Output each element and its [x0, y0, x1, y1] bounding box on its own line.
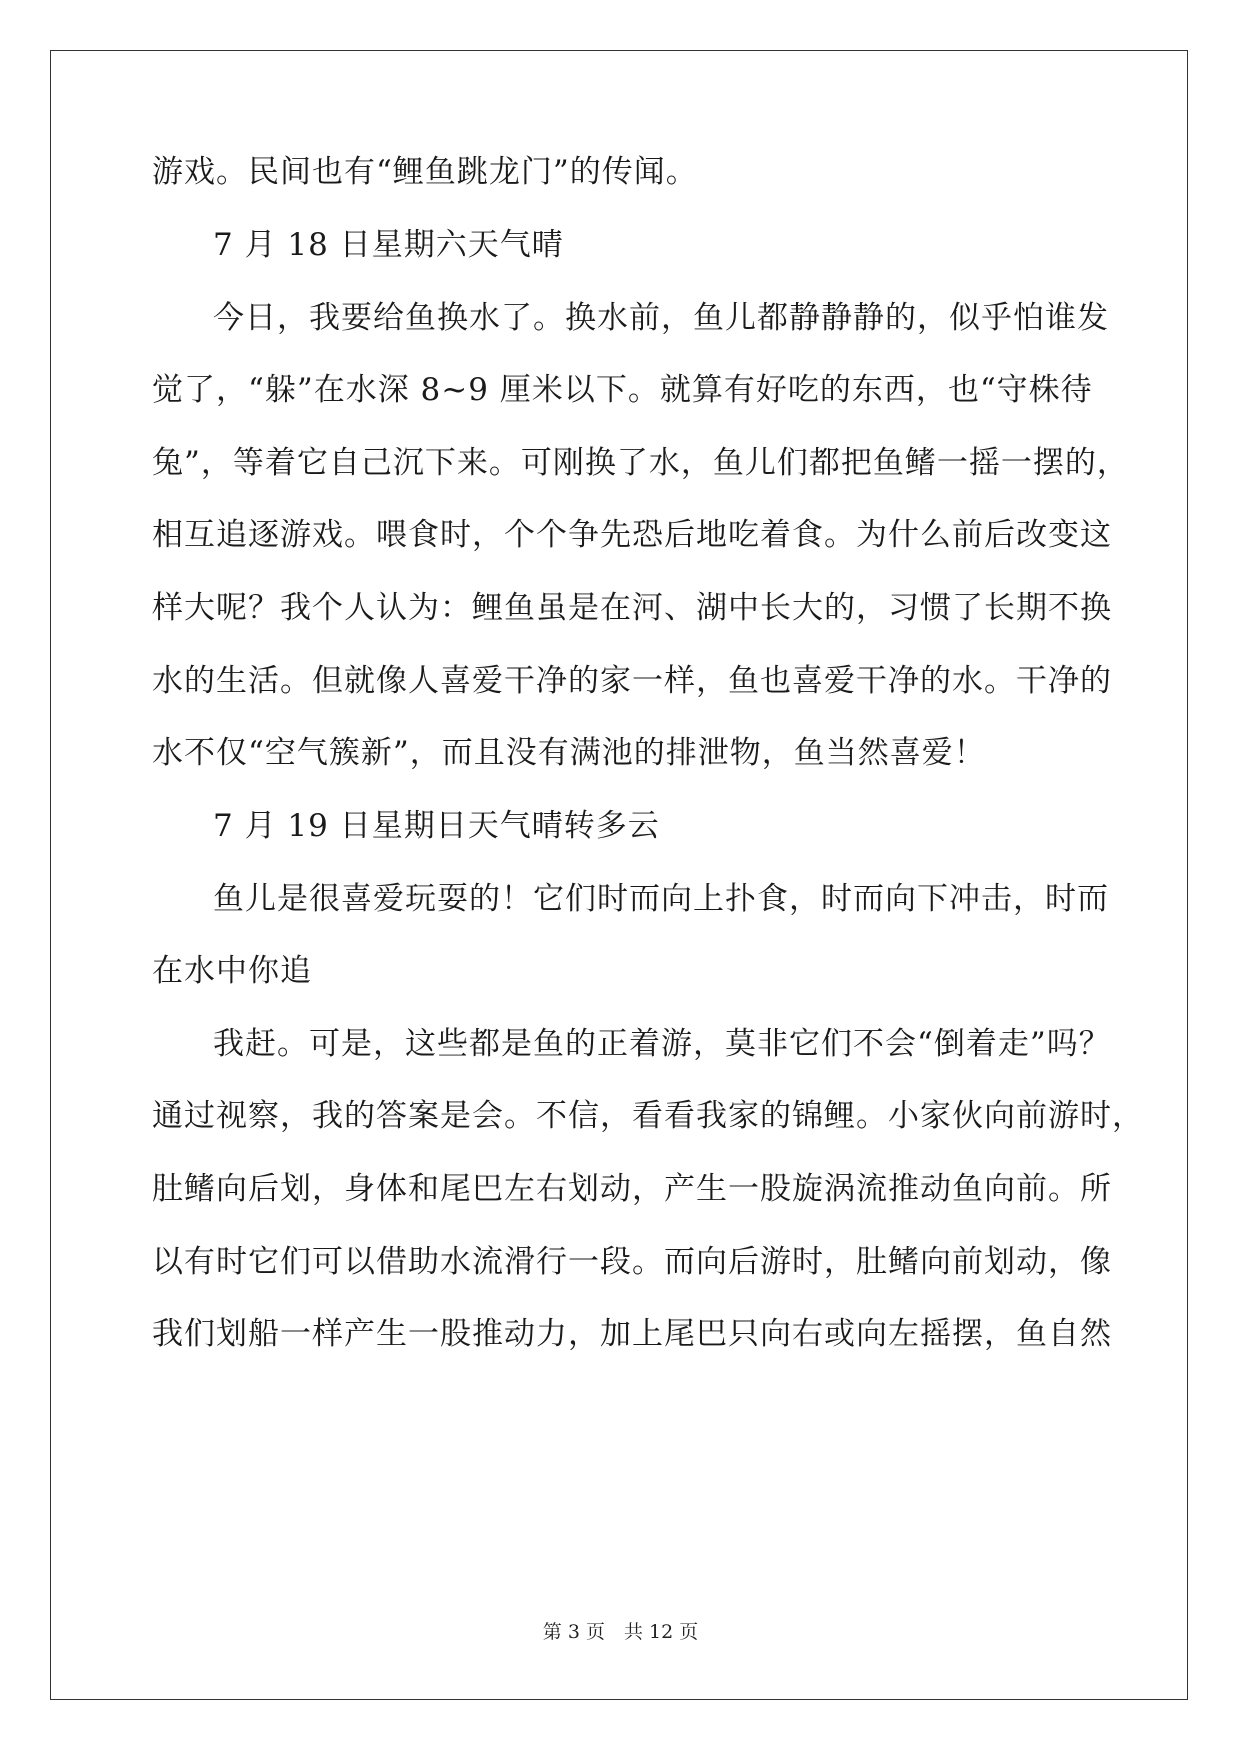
- text-line: 游戏。民间也有“鲤鱼跳龙门”的传闻。: [152, 154, 698, 190]
- paragraph-start: 今日，我要给鱼换水了。换水前，鱼儿都静静静的，似乎怕谁发: [213, 300, 1109, 336]
- page-number-label: 第 3 页 共 12 页: [542, 1621, 699, 1643]
- date-heading: 7 月 18 日星期六天气晴: [213, 227, 564, 263]
- text-line: 样大呢？我个人认为：鲤鱼虽是在河、湖中长大的，习惯了长期不换: [152, 590, 1112, 626]
- text-line: 肚鳍向后划，身体和尾巴左右划动，产生一股旋涡流推动鱼向前。所: [152, 1171, 1112, 1207]
- text-line: 兔”，等着它自己沉下来。可刚换了水，鱼儿们都把鱼鳍一摇一摆的，: [152, 445, 1129, 481]
- text-line: 水的生活。但就像人喜爱干净的家一样，鱼也喜爱干净的水。干净的: [152, 663, 1112, 699]
- text-line: 相互追逐游戏。喂食时，个个争先恐后地吃着食。为什么前后改变这: [152, 517, 1112, 553]
- paragraph-start: 我赶。可是，这些都是鱼的正着游，莫非它们不会“倒着走”吗？: [213, 1026, 1111, 1062]
- text-line: 通过视察，我的答案是会。不信，看看我家的锦鲤。小家伙向前游时，: [152, 1098, 1144, 1134]
- text-line: 以有时它们可以借助水流滑行一段。而向后游时，肚鳍向前划动，像: [152, 1244, 1112, 1280]
- text-line: 觉了，“躲”在水深 8~9 厘米以下。就算有好吃的东西，也“守株待: [152, 372, 1093, 408]
- date-heading: 7 月 19 日星期日天气晴转多云: [213, 808, 660, 844]
- text-line: 我们划船一样产生一股推动力，加上尾巴只向右或向左摇摆，鱼自然: [152, 1316, 1112, 1352]
- page-number-footer: [0, 1620, 1241, 1644]
- text-line: 在水中你追: [152, 953, 312, 989]
- paragraph-start: 鱼儿是很喜爱玩耍的！它们时而向上扑食，时而向下冲击，时而: [213, 881, 1109, 917]
- text-line: 水不仅“空气簇新”，而且没有满池的排泄物，鱼当然喜爱！: [152, 735, 986, 771]
